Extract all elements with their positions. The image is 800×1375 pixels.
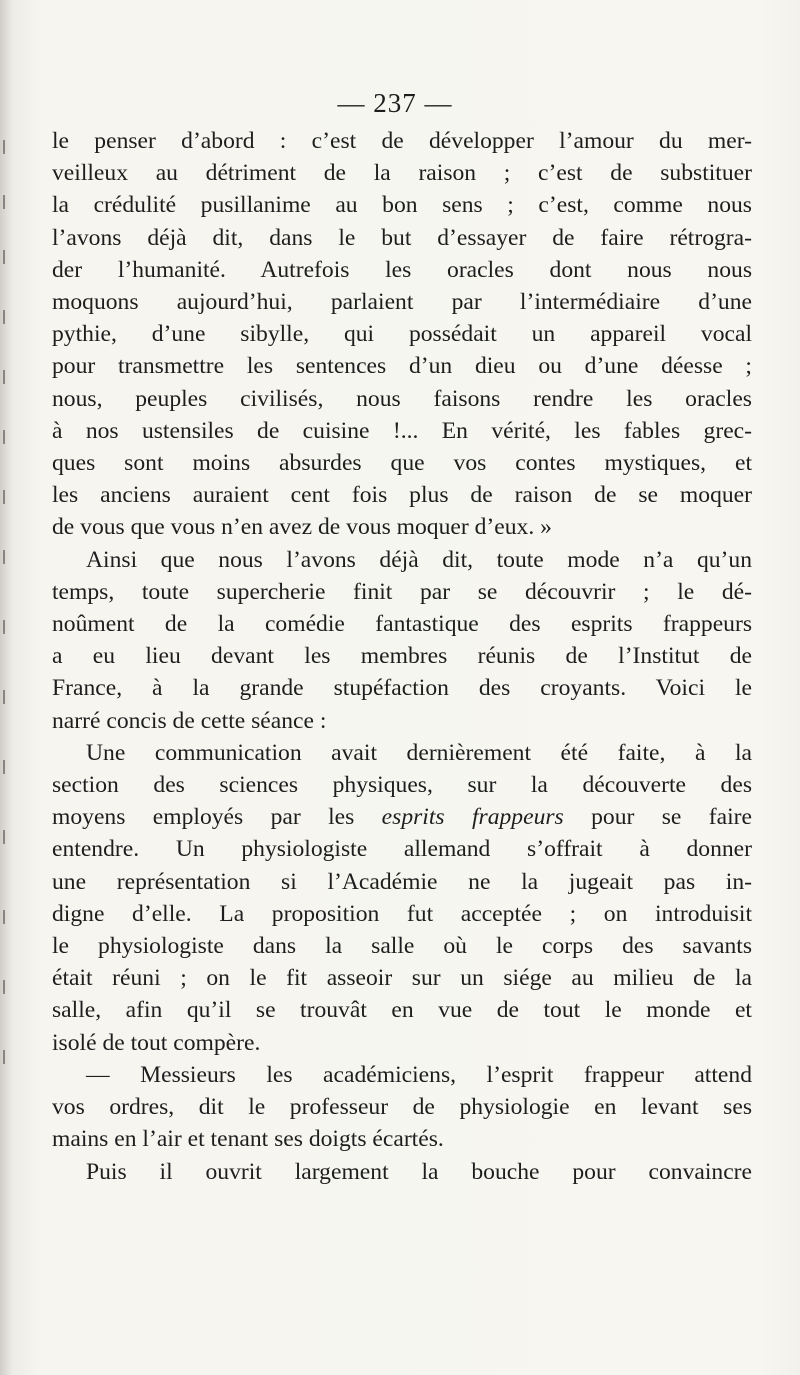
text-line: le penser d’abord : c’est de développer l’amour du mer-: [52, 128, 752, 154]
binding-gutter: [0, 0, 12, 1375]
text-line: mains en l’air et tenant ses doigts écartés.: [52, 1126, 444, 1153]
edge-marks: [0, 120, 12, 1120]
text-line: le physiologiste dans la salle où le corps des savants: [52, 933, 752, 960]
text-line: France, à la grande stupéfaction des croyants. Voici le: [52, 675, 752, 702]
text-line: temps, toute supercherie finit par se découvrir ; le dé-: [52, 578, 752, 605]
text-run: pour se faire: [563, 804, 753, 831]
text-line: vos ordres, dit le professeur de physiologie en levant ses: [52, 1094, 752, 1121]
text-line: noûment de la comédie fantastique des esprits frappeurs: [52, 611, 752, 638]
text-line: der l’humanité. Autrefois les oracles dont nous nous: [52, 256, 752, 283]
text-line: salle, afin qu’il se trouvât en vue de tout le monde et: [52, 997, 752, 1024]
text-line: veilleux au détriment de la raison ; c’est de substituer: [52, 160, 752, 187]
text-line: de vous que vous n’en avez de vous moquer d’eux. »: [52, 514, 552, 541]
italic-term: esprits frappeurs: [381, 804, 564, 831]
text-run: moyens employés par les: [52, 804, 382, 831]
text-line: digne d’elle. La proposition fut acceptée ; on introduisit: [52, 900, 752, 927]
text-line: pythie, d’une sibylle, qui possédait un appareil vocal: [52, 321, 752, 348]
text-line: entendre. Un physiologiste allemand s’offrait à donner: [52, 836, 752, 863]
text-line: Puis il ouvrit largement la bouche pour convaincre: [86, 1158, 752, 1185]
body-text: [52, 125, 752, 1188]
text-line: à nos ustensiles de cuisine !... En vérité, les fables grec-: [52, 417, 752, 444]
text-line: la crédulité pusillanime au bon sens ; c’est, comme nous: [52, 192, 752, 219]
text-line: Ainsi que nous l’avons déjà dit, toute mode n’a qu’un: [86, 546, 752, 573]
text-line: moquons aujourd’hui, parlaient par l’intermédiaire d’une: [52, 289, 752, 316]
page-number: — 237 —: [337, 88, 453, 118]
text-line: — Messieurs les académiciens, l’esprit frappeur attend: [86, 1061, 752, 1088]
text-line: isolé de tout compère.: [52, 1029, 261, 1056]
text-line: a eu lieu devant les membres réunis de l’Institut de: [52, 643, 752, 670]
text-line: l’avons déjà dit, dans le but d’essayer de faire rétrogra-: [52, 224, 752, 251]
text-line: les anciens auraient cent fois plus de raison de se moquer: [52, 482, 752, 509]
text-line: une représentation si l’Académie ne la jugeait pas in-: [52, 868, 752, 895]
text-line: [52, 801, 752, 833]
text-line: était réuni ; on le fit asseoir sur un siége au milieu de la: [52, 965, 752, 992]
text-line: Une communication avait dernièrement été faite, à la: [86, 739, 752, 766]
text-line: section des sciences physiques, sur la découverte des: [52, 772, 752, 799]
text-line: pour transmettre les sentences d’un dieu ou d’une déesse ;: [52, 353, 752, 380]
text-line: nous, peuples civilisés, nous faisons rendre les oracles: [52, 385, 752, 412]
text-line: ques sont moins absurdes que vos contes mystiques, et: [52, 450, 752, 477]
text-line: narré concis de cette séance :: [52, 707, 327, 734]
